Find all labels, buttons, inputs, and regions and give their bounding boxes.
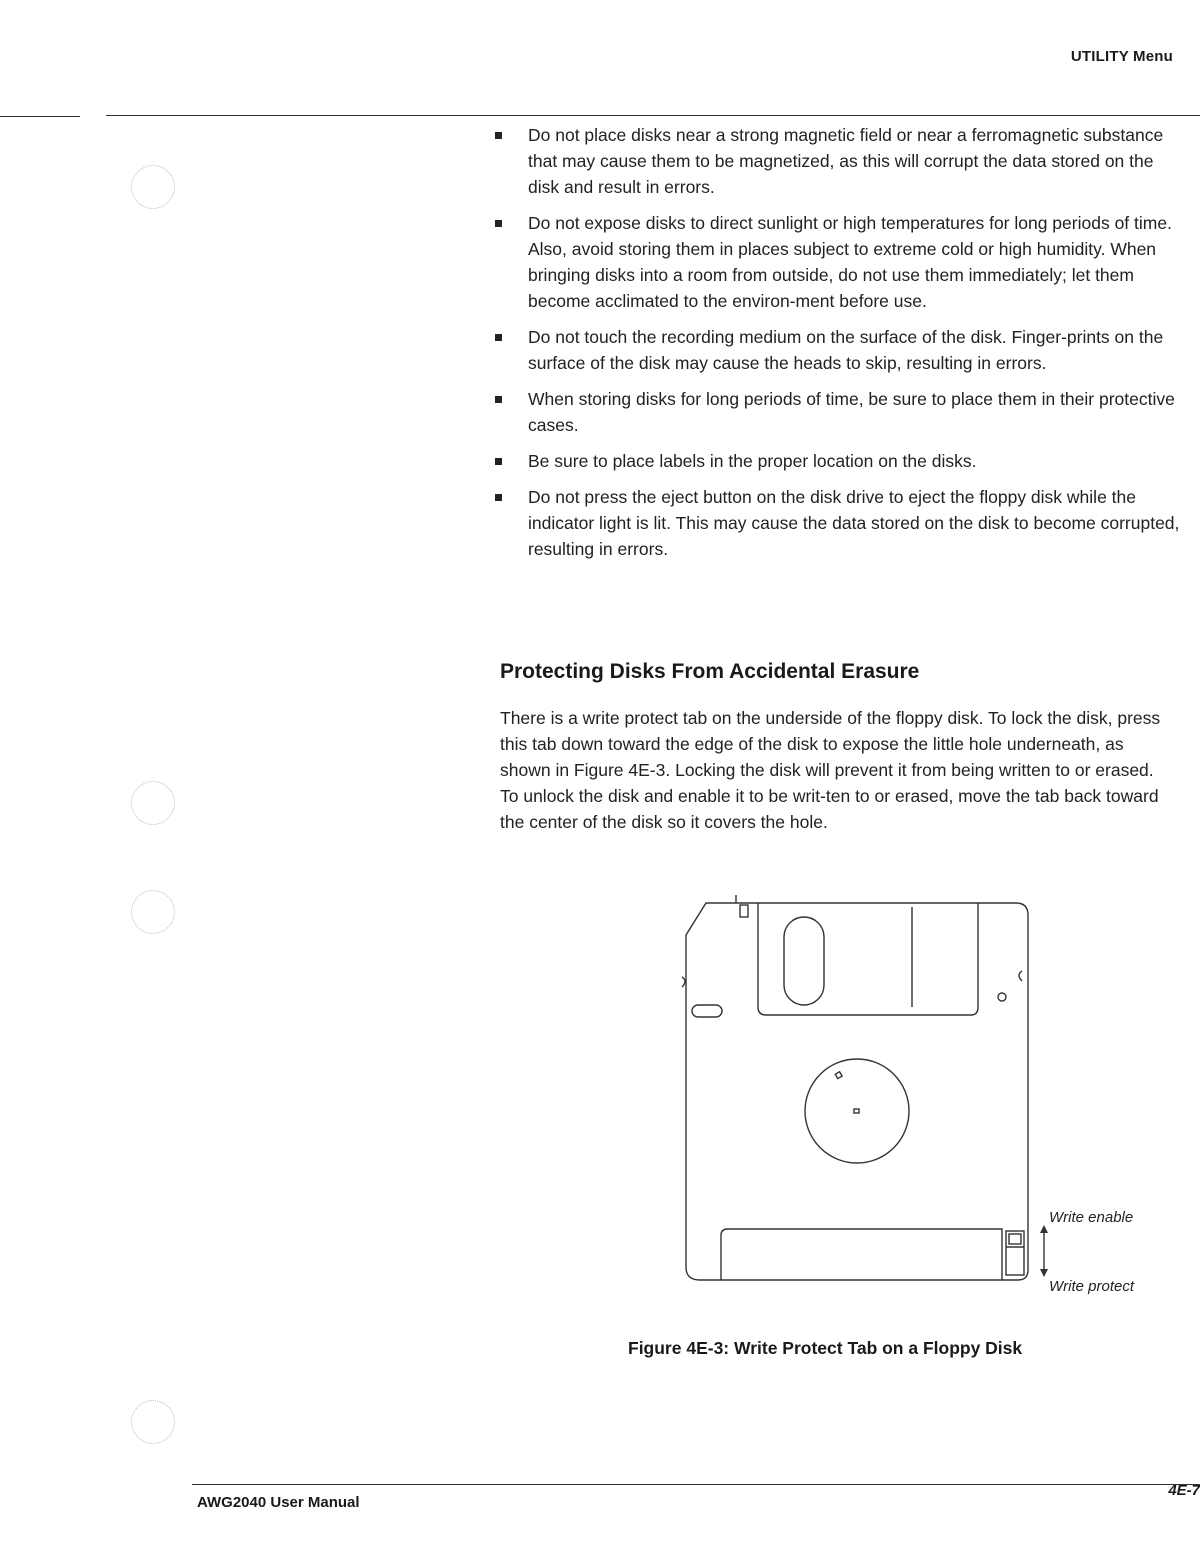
bullet-icon (495, 494, 502, 501)
list-item-text: Do not press the eject button on the disk drive to eject the floppy disk while the indicator light is lit. This may cause the data stored on the disk to become corrupted, resulting in errors. (528, 487, 1180, 559)
floppy-disk-illustration (676, 895, 1196, 1315)
list-item-text: When storing disks for long periods of time, be sure to place them in their protective cases. (528, 389, 1175, 435)
section-heading: Protecting Disks From Accidental Erasure (500, 660, 920, 683)
precaution-list (492, 122, 1182, 572)
bullet-icon (495, 132, 502, 139)
binder-hole-3 (131, 890, 175, 934)
bullet-icon (495, 334, 502, 341)
binder-hole-1 (131, 165, 175, 209)
list-item-text: Do not place disks near a strong magnetic field or near a ferromagnetic substance that may cause them to be magnetized, as this will corrupt the data stored on the disk and result in errors. (528, 125, 1164, 197)
footer-rule (192, 1484, 1200, 1485)
list-item (492, 324, 1182, 376)
floppy-disk-figure (676, 895, 1196, 1315)
page-number: 4E-7 (1168, 1482, 1200, 1499)
binder-hole-4 (131, 1400, 175, 1444)
arrow-up-icon (1040, 1225, 1048, 1233)
binder-hole-2 (131, 781, 175, 825)
running-header: UTILITY Menu (1070, 48, 1173, 65)
header-rule-left (0, 116, 80, 117)
header-rule (106, 115, 1200, 116)
list-item (492, 210, 1182, 314)
bullet-icon (495, 458, 502, 465)
list-item-text: Do not expose disks to direct sunlight or high temperatures for long periods of time. Also, avoid storing them in places subject to extreme cold or high humidity. When bringing disks into a room from outside, do not use them immediately; let them become acclimated to the environ-ment before use. (528, 213, 1172, 311)
section-body: There is a write protect tab on the underside of the floppy disk. To lock the disk, press this tab down toward the edge of the disk to expose the little hole underneath, as shown in Figure 4E-3. Locking the disk will prevent it from being written to or erased. To unlock the disk and enable it to be writ-ten to or erased, move the tab back toward the center of the disk so it covers the hole. (500, 708, 1161, 832)
write-protect-label: Write protect (1049, 1278, 1135, 1295)
list-item (492, 122, 1182, 200)
figure-caption: Figure 4E-3: Write Protect Tab on a Floppy Disk (628, 1338, 1023, 1358)
write-enable-label: Write enable (1049, 1209, 1134, 1226)
list-item (492, 448, 1182, 474)
bullet-icon (495, 220, 502, 227)
bullet-icon (495, 396, 502, 403)
list-item-text: Be sure to place labels in the proper location on the disks. (528, 451, 977, 471)
list-item-text: Do not touch the recording medium on the surface of the disk. Finger-prints on the surface of the disk may cause the heads to skip, resulting in errors. (528, 327, 1164, 373)
list-item (492, 484, 1182, 562)
footer-manual-title: AWG2040 User Manual (197, 1494, 360, 1511)
list-item (492, 386, 1182, 438)
arrow-down-icon (1040, 1269, 1048, 1277)
